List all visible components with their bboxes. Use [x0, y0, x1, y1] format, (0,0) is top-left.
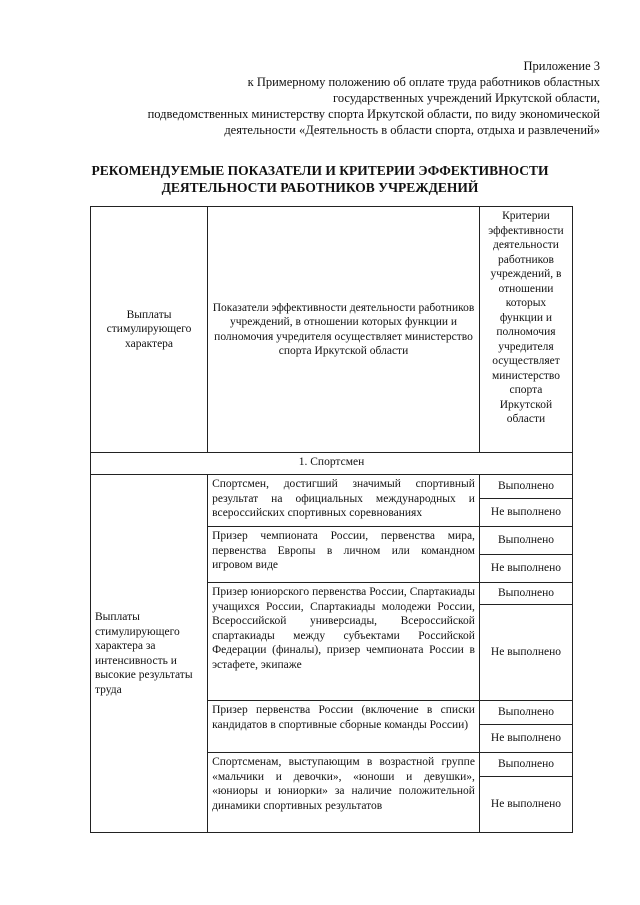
- table-header-row: [91, 207, 573, 453]
- table-row: [91, 475, 573, 499]
- appendix-ref-line: деятельности «Деятельность в области спорта, отдыха и развлечений»: [224, 123, 600, 137]
- title-line: РЕКОМЕНДУЕМЫЕ ПОКАЗАТЕЛИ И КРИТЕРИИ ЭФФЕКТИВНОСТИ: [91, 163, 549, 178]
- appendix-ref-line: к Примерному положению об оплате труда работников областных: [247, 75, 600, 89]
- criterion-not-done: Не выполнено: [479, 777, 572, 833]
- appendix-ref-line: подведомственных министерству спорта Иркутской области, по виду экономической: [147, 107, 600, 121]
- criterion-done: Выполнено: [479, 753, 572, 777]
- criterion-done: Выполнено: [479, 475, 572, 499]
- criterion-not-done: Не выполнено: [479, 499, 572, 527]
- appendix-number: Приложение 3: [523, 59, 600, 73]
- indicator-text: Призер юниорского первенства России, Спартакиады учащихся России, Спартакиады молодежи России, Всероссийской универсиады, Всероссийской спартакиады между субъектами Российской Федерации (финалы), призер чемпионата России в эстафете, экипаже: [208, 583, 480, 701]
- appendix-header: [120, 58, 600, 138]
- indicator-text: Призер чемпионата России, первенства мира, первенства Европы в личном или командном игровом виде: [208, 527, 480, 583]
- document-title: [90, 162, 550, 196]
- header-indicators: Показатели эффективности деятельности работников учреждений, в отношении которых функции и полномочия учредителя осуществляет министерство спорта Иркутской области: [208, 207, 480, 453]
- indicator-text: Призер первенства России (включение в списки кандидатов в спортивные сборные команды России): [208, 701, 480, 753]
- criteria-table: [90, 206, 573, 833]
- criterion-not-done: Не выполнено: [479, 725, 572, 753]
- indicator-text: Спортсменам, выступающим в возрастной группе «мальчики и девочки», «юноши и девушки», «юниоры и юниорки» за наличие положительной динамики спортивных результатов: [208, 753, 480, 833]
- header-criteria: Критерии эффективности деятельности работников учреждений, в отношении которых функции и полномочия учредителя осуществляет министерство спорта Иркутской области: [479, 207, 572, 453]
- criterion-not-done: Не выполнено: [479, 605, 572, 701]
- criterion-not-done: Не выполнено: [479, 555, 572, 583]
- payout-type-cell: Выплаты стимулирующего характера за интенсивность и высокие результаты труда: [91, 475, 208, 833]
- header-payout-type: Выплаты стимулирующего характера: [91, 207, 208, 453]
- criterion-done: Выполнено: [479, 583, 572, 605]
- indicator-text: Спортсмен, достигший значимый спортивный результат на официальных международных и всероссийских спортивных соревнованиях: [208, 475, 480, 527]
- title-line: ДЕЯТЕЛЬНОСТИ РАБОТНИКОВ УЧРЕЖДЕНИЙ: [161, 180, 479, 195]
- appendix-ref-line: государственных учреждений Иркутской области,: [333, 91, 600, 105]
- section-row: [91, 453, 573, 475]
- criterion-done: Выполнено: [479, 527, 572, 555]
- section-title: 1. Спортсмен: [91, 453, 573, 475]
- criterion-done: Выполнено: [479, 701, 572, 725]
